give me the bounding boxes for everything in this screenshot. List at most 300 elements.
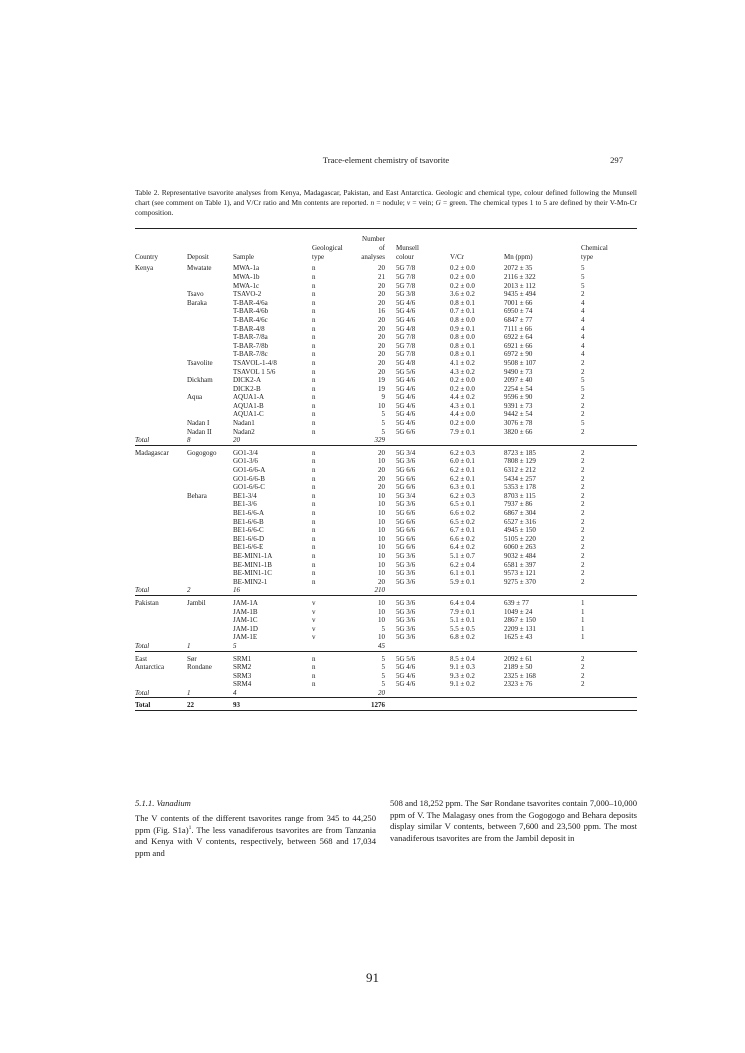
cell-country: Antarctica bbox=[135, 663, 165, 672]
caption-g-symbol: G bbox=[435, 197, 441, 207]
cell-country: Madagascar bbox=[135, 448, 169, 457]
body-text-right-column: 508 and 18,252 ppm. The Sør Rondane tsavorites contain 7,000–10,000 ppm of V. The Malagasy ones from the Gogogogo and Behara deposits display similar V contents, between 7,600 and 23,500 ppm. The most vanadiferous tsavorites are from the Jambil deposit in bbox=[390, 798, 637, 843]
cell-deposit bbox=[187, 483, 233, 492]
cell-mn-ppm: 7001 ± 66 bbox=[504, 298, 533, 307]
cell-sample: BE1-3/6 bbox=[233, 500, 257, 509]
cell-sample: 16 bbox=[233, 586, 240, 595]
cell-number-of-analyses: 19 bbox=[378, 384, 385, 393]
cell-sample: T-BAR-7/8c bbox=[233, 350, 268, 359]
cell-geological-type bbox=[312, 698, 358, 711]
cell-v-cr bbox=[448, 689, 500, 698]
table-row bbox=[135, 393, 637, 402]
cell-deposit: 1 bbox=[187, 688, 191, 697]
cell-number-of-analyses: 20 bbox=[378, 350, 385, 359]
cell-sample: MWA-1a bbox=[233, 264, 260, 273]
cell-v-cr: 9.3 ± 0.2 bbox=[450, 671, 475, 680]
cell-country: East bbox=[135, 654, 148, 663]
cell-munsell-colour: 5G 3/6 bbox=[396, 500, 416, 509]
cell-country bbox=[135, 680, 187, 689]
cell-geological-type: n bbox=[312, 333, 316, 342]
cell-munsell-colour: 5G 3/6 bbox=[396, 598, 416, 607]
cell-deposit: Gogogogo bbox=[187, 448, 217, 457]
table-row bbox=[135, 282, 637, 291]
cell-mn-ppm: 5353 ± 178 bbox=[504, 483, 536, 492]
cell-chemical-type: 2 bbox=[581, 526, 585, 535]
cell-munsell-colour: 5G 3/8 bbox=[396, 290, 416, 299]
cell-v-cr: 6.4 ± 0.4 bbox=[450, 598, 475, 607]
cell-v-cr: 4.1 ± 0.2 bbox=[450, 358, 475, 367]
cell-number-of-analyses: 20 bbox=[378, 358, 385, 367]
cell-deposit bbox=[187, 672, 233, 681]
cell-country bbox=[135, 535, 187, 544]
cell-munsell-colour: 5G 3/6 bbox=[396, 624, 416, 633]
table-row bbox=[135, 350, 637, 359]
cell-deposit bbox=[187, 402, 233, 411]
header-geo-line-1: Geological bbox=[312, 243, 343, 252]
table-row bbox=[135, 651, 637, 663]
cell-number-of-analyses: 9 bbox=[381, 393, 385, 402]
cell-country bbox=[135, 350, 187, 359]
cell-v-cr: 6.2 ± 0.4 bbox=[450, 560, 475, 569]
data-table-container bbox=[135, 228, 637, 711]
cell-geological-type: n bbox=[312, 560, 316, 569]
cell-sample: T-BAR-4/6a bbox=[233, 298, 268, 307]
cell-deposit bbox=[187, 526, 233, 535]
cell-munsell-colour: 5G 4/6 bbox=[396, 401, 416, 410]
cell-country bbox=[135, 299, 187, 308]
cell-geological-type: n bbox=[312, 384, 316, 393]
cell-munsell-colour: 5G 6/6 bbox=[396, 474, 416, 483]
cell-deposit bbox=[187, 273, 233, 282]
header-geological-type bbox=[312, 229, 358, 264]
cell-country: Total bbox=[135, 701, 151, 710]
cell-deposit bbox=[187, 282, 233, 291]
cell-v-cr: 0.8 ± 0.1 bbox=[450, 298, 475, 307]
cell-geological-type bbox=[312, 642, 358, 651]
cell-sample: BE-MIN1-1C bbox=[233, 569, 272, 578]
cell-sample: JAM-1C bbox=[233, 616, 258, 625]
cell-v-cr: 4.4 ± 0.0 bbox=[450, 410, 475, 419]
table-body bbox=[135, 264, 637, 710]
table-row bbox=[135, 410, 637, 419]
table-row bbox=[135, 680, 637, 689]
cell-chemical-type: 1 bbox=[581, 607, 585, 616]
table-row bbox=[135, 663, 637, 672]
cell-chemical-type: 4 bbox=[581, 341, 585, 350]
cell-geological-type: n bbox=[312, 307, 316, 316]
cell-geological-type: n bbox=[312, 457, 316, 466]
cell-deposit: Rondane bbox=[187, 663, 212, 672]
cell-munsell-colour: 5G 5/6 bbox=[396, 654, 416, 663]
cell-munsell-colour: 5G 3/6 bbox=[396, 616, 416, 625]
cell-mn-ppm: 2189 ± 50 bbox=[504, 663, 533, 672]
cell-mn-ppm: 4945 ± 150 bbox=[504, 526, 536, 535]
cell-v-cr bbox=[448, 436, 500, 445]
cell-munsell-colour: 5G 4/6 bbox=[396, 384, 416, 393]
cell-geological-type: n bbox=[312, 680, 316, 689]
cell-v-cr bbox=[448, 698, 500, 711]
cell-number-of-analyses: 20 bbox=[378, 474, 385, 483]
cell-v-cr: 6.4 ± 0.2 bbox=[450, 543, 475, 552]
cell-sample: JAM-1B bbox=[233, 607, 258, 616]
cell-number-of-analyses: 329 bbox=[374, 436, 385, 445]
cell-geological-type: v bbox=[312, 633, 316, 642]
cell-mn-ppm: 6867 ± 304 bbox=[504, 509, 536, 518]
table-row bbox=[135, 299, 637, 308]
cell-munsell-colour: 5G 3/6 bbox=[396, 551, 416, 560]
table-row bbox=[135, 264, 637, 273]
table-row bbox=[135, 543, 637, 552]
cell-geological-type: n bbox=[312, 509, 316, 518]
cell-geological-type: n bbox=[312, 663, 316, 672]
cell-sample: TSAVOL-1-4/8 bbox=[233, 358, 277, 367]
cell-mn-ppm: 6972 ± 90 bbox=[504, 350, 533, 359]
cell-v-cr: 5.5 ± 0.5 bbox=[450, 624, 475, 633]
cell-v-cr: 0.2 ± 0.0 bbox=[450, 419, 475, 428]
cell-geological-type: n bbox=[312, 367, 316, 376]
left-paragraph-part-2: . The less vanadiferous tsavorites are from Tanzania and Kenya with V contents, respectively, between 568 and 17,034 ppm and bbox=[135, 824, 376, 858]
cell-mn-ppm: 1049 ± 24 bbox=[504, 607, 533, 616]
cell-munsell-colour: 5G 6/6 bbox=[396, 483, 416, 492]
table-row bbox=[135, 445, 637, 457]
cell-sample: AQUA1-B bbox=[233, 401, 264, 410]
cell-geological-type: n bbox=[312, 290, 316, 299]
cell-sample: 20 bbox=[233, 436, 240, 445]
cell-munsell-colour: 5G 4/6 bbox=[396, 298, 416, 307]
cell-munsell-colour: 5G 4/6 bbox=[396, 671, 416, 680]
cell-munsell-colour: 5G 4/6 bbox=[396, 393, 416, 402]
cell-number-of-analyses: 5 bbox=[381, 663, 385, 672]
cell-deposit bbox=[187, 333, 233, 342]
header-num-line-3: analyses bbox=[361, 252, 385, 261]
cell-geological-type: n bbox=[312, 298, 316, 307]
cell-country bbox=[135, 359, 187, 368]
table-row bbox=[135, 376, 637, 385]
cell-chemical-type: 5 bbox=[581, 272, 585, 281]
cell-country bbox=[135, 509, 187, 518]
cell-number-of-analyses: 10 bbox=[378, 616, 385, 625]
table-row bbox=[135, 368, 637, 377]
cell-geological-type: n bbox=[312, 315, 316, 324]
cell-chemical-type: 2 bbox=[581, 654, 585, 663]
cell-sample: GO1-6/6-B bbox=[233, 474, 265, 483]
cell-deposit: Nadan I bbox=[187, 419, 210, 428]
cell-sample: JAM-1E bbox=[233, 633, 258, 642]
cell-mn-ppm: 7808 ± 129 bbox=[504, 457, 536, 466]
cell-number-of-analyses: 10 bbox=[378, 543, 385, 552]
cell-chemical-type: 5 bbox=[581, 384, 585, 393]
cell-number-of-analyses: 20 bbox=[378, 315, 385, 324]
cell-country bbox=[135, 368, 187, 377]
cell-number-of-analyses: 5 bbox=[381, 680, 385, 689]
cell-sample: BE-MIN1-1B bbox=[233, 560, 272, 569]
cell-mn-ppm: 9490 ± 73 bbox=[504, 367, 533, 376]
cell-country bbox=[135, 543, 187, 552]
table-row bbox=[135, 402, 637, 411]
cell-geological-type: n bbox=[312, 358, 316, 367]
cell-mn-ppm: 9391 ± 73 bbox=[504, 401, 533, 410]
cell-deposit: Dickham bbox=[187, 376, 213, 385]
cell-chemical-type: 4 bbox=[581, 333, 585, 342]
cell-v-cr: 6.1 ± 0.1 bbox=[450, 569, 475, 578]
cell-number-of-analyses: 20 bbox=[378, 333, 385, 342]
header-num-line-1: Number bbox=[362, 235, 385, 243]
cell-geological-type: v bbox=[312, 624, 316, 633]
cell-number-of-analyses: 10 bbox=[378, 509, 385, 518]
cell-mn-ppm: 2325 ± 168 bbox=[504, 671, 536, 680]
cell-chemical-type: 2 bbox=[581, 483, 585, 492]
cell-munsell-colour: 5G 4/6 bbox=[396, 419, 416, 428]
cell-deposit bbox=[187, 680, 233, 689]
cell-number-of-analyses: 20 bbox=[378, 466, 385, 475]
cell-v-cr: 5.9 ± 0.1 bbox=[450, 577, 475, 586]
cell-sample: MWA-1b bbox=[233, 272, 260, 281]
cell-deposit: 22 bbox=[187, 701, 194, 710]
cell-chemical-type: 2 bbox=[581, 367, 585, 376]
table-row bbox=[135, 569, 637, 578]
cell-v-cr: 3.6 ± 0.2 bbox=[450, 290, 475, 299]
cell-deposit: Aqua bbox=[187, 393, 203, 402]
cell-v-cr: 0.2 ± 0.0 bbox=[450, 272, 475, 281]
cell-sample: GO1-6/6-A bbox=[233, 466, 266, 475]
cell-deposit bbox=[187, 410, 233, 419]
table-row bbox=[135, 535, 637, 544]
table-row bbox=[135, 307, 637, 316]
cell-geological-type: n bbox=[312, 281, 316, 290]
cell-number-of-analyses: 45 bbox=[378, 641, 385, 650]
cell-sample: BE1-6/6-C bbox=[233, 526, 264, 535]
table-row bbox=[135, 316, 637, 325]
cell-geological-type: n bbox=[312, 427, 316, 436]
cell-v-cr: 7.9 ± 0.1 bbox=[450, 607, 475, 616]
cell-mn-ppm: 3076 ± 78 bbox=[504, 419, 533, 428]
cell-deposit bbox=[187, 325, 233, 334]
cell-sample: BE1-6/6-D bbox=[233, 534, 265, 543]
table-row bbox=[135, 483, 637, 492]
cell-number-of-analyses: 20 bbox=[378, 577, 385, 586]
cell-mn-ppm bbox=[500, 698, 579, 711]
cell-number-of-analyses: 19 bbox=[378, 376, 385, 385]
cell-munsell-colour: 5G 6/6 bbox=[396, 466, 416, 475]
caption-v-definition: = vein; bbox=[410, 197, 436, 207]
table-row bbox=[135, 625, 637, 634]
cell-mn-ppm: 5434 ± 257 bbox=[504, 474, 536, 483]
cell-mn-ppm: 2072 ± 35 bbox=[504, 264, 533, 273]
table-row bbox=[135, 428, 637, 437]
cell-v-cr: 7.9 ± 0.1 bbox=[450, 427, 475, 436]
cell-country bbox=[135, 342, 187, 351]
header-chemical-type bbox=[579, 229, 637, 264]
cell-country bbox=[135, 518, 187, 527]
header-munsell-colour bbox=[393, 229, 448, 264]
cell-munsell-colour: 5G 3/6 bbox=[396, 633, 416, 642]
table-row bbox=[135, 359, 637, 368]
cell-sample: 93 bbox=[233, 701, 240, 710]
table-row-subtotal bbox=[135, 689, 637, 698]
cell-mn-ppm: 2097 ± 40 bbox=[504, 376, 533, 385]
section-heading: 5.1.1. Vanadium bbox=[135, 798, 191, 808]
cell-munsell-colour: 5G 4/6 bbox=[396, 315, 416, 324]
cell-deposit: Baraka bbox=[187, 298, 207, 307]
header-mun-line-1: Munsell bbox=[396, 243, 419, 252]
cell-deposit bbox=[187, 500, 233, 509]
cell-geological-type: v bbox=[312, 598, 316, 607]
cell-sample: SRM4 bbox=[233, 680, 252, 689]
cell-sample: BE1-6/6-B bbox=[233, 517, 264, 526]
table-row bbox=[135, 325, 637, 334]
cell-number-of-analyses: 10 bbox=[378, 560, 385, 569]
cell-sample: Nadan1 bbox=[233, 419, 255, 428]
cell-v-cr: 6.2 ± 0.1 bbox=[450, 474, 475, 483]
cell-country: Total bbox=[135, 688, 150, 697]
cell-mn-ppm: 2209 ± 131 bbox=[504, 624, 536, 633]
cell-number-of-analyses: 20 bbox=[378, 264, 385, 273]
cell-v-cr: 6.2 ± 0.3 bbox=[450, 448, 475, 457]
table-row bbox=[135, 466, 637, 475]
cell-mn-ppm: 9442 ± 54 bbox=[504, 410, 533, 419]
cell-sample: GO1-3/4 bbox=[233, 448, 258, 457]
cell-number-of-analyses: 10 bbox=[378, 526, 385, 535]
cell-number-of-analyses: 20 bbox=[378, 483, 385, 492]
cell-mn-ppm: 9435 ± 494 bbox=[504, 290, 536, 299]
cell-sample: JAM-1A bbox=[233, 598, 258, 607]
cell-sample: TSAVOL 1 5/6 bbox=[233, 367, 276, 376]
cell-geological-type: n bbox=[312, 324, 316, 333]
table-row bbox=[135, 526, 637, 535]
cell-deposit bbox=[187, 368, 233, 377]
cell-deposit bbox=[187, 316, 233, 325]
cell-number-of-analyses: 10 bbox=[378, 633, 385, 642]
cell-country: Kenya bbox=[135, 264, 154, 273]
cell-v-cr: 0.7 ± 0.1 bbox=[450, 307, 475, 316]
cell-munsell-colour: 5G 5/6 bbox=[396, 367, 416, 376]
cell-v-cr: 6.2 ± 0.3 bbox=[450, 491, 475, 500]
cell-v-cr: 6.8 ± 0.2 bbox=[450, 633, 475, 642]
cell-deposit bbox=[187, 578, 233, 587]
cell-country bbox=[135, 492, 187, 501]
table-row bbox=[135, 595, 637, 607]
header-num-line-2: of bbox=[379, 243, 385, 252]
cell-munsell-colour: 5G 4/6 bbox=[396, 307, 416, 316]
cell-v-cr: 9.1 ± 0.2 bbox=[450, 680, 475, 689]
cell-chemical-type: 5 bbox=[581, 264, 585, 273]
cell-mn-ppm: 2254 ± 54 bbox=[504, 384, 533, 393]
table-row bbox=[135, 518, 637, 527]
cell-geological-type: n bbox=[312, 526, 316, 535]
cell-deposit bbox=[187, 561, 233, 570]
cell-chemical-type: 2 bbox=[581, 427, 585, 436]
cell-sample: T-BAR-7/8a bbox=[233, 333, 268, 342]
left-paragraph-part-1: The V contents of the different tsavorites range from 345 to 44,250 ppm (Fig. S1a) bbox=[135, 813, 376, 835]
cell-mn-ppm: 6922 ± 64 bbox=[504, 333, 533, 342]
cell-country bbox=[135, 410, 187, 419]
cell-sample: SRM3 bbox=[233, 671, 252, 680]
cell-mn-ppm: 6581 ± 397 bbox=[504, 560, 536, 569]
cell-v-cr bbox=[448, 642, 500, 651]
cell-deposit: Tsavo bbox=[187, 290, 204, 299]
cell-sample: 4 bbox=[233, 688, 237, 697]
cell-geological-type: n bbox=[312, 500, 316, 509]
cell-sample: T-BAR-7/8b bbox=[233, 341, 269, 350]
cell-chemical-type: 2 bbox=[581, 517, 585, 526]
cell-country bbox=[135, 316, 187, 325]
cell-chemical-type: 2 bbox=[581, 474, 585, 483]
cell-v-cr: 0.2 ± 0.0 bbox=[450, 376, 475, 385]
cell-geological-type: n bbox=[312, 671, 316, 680]
header-deposit: Deposit bbox=[187, 252, 209, 261]
cell-mn-ppm: 6527 ± 316 bbox=[504, 517, 536, 526]
cell-geological-type: n bbox=[312, 534, 316, 543]
cell-sample: AQUA1-C bbox=[233, 410, 264, 419]
table-row bbox=[135, 616, 637, 625]
cell-chemical-type: 2 bbox=[581, 290, 585, 299]
cell-munsell-colour bbox=[393, 642, 448, 651]
cell-mn-ppm: 9508 ± 107 bbox=[504, 358, 536, 367]
cell-chemical-type: 5 bbox=[581, 281, 585, 290]
cell-number-of-analyses: 20 bbox=[378, 688, 385, 697]
cell-geological-type: n bbox=[312, 350, 316, 359]
cell-number-of-analyses: 10 bbox=[378, 500, 385, 509]
cell-number-of-analyses: 5 bbox=[381, 654, 385, 663]
cell-mn-ppm: 9275 ± 370 bbox=[504, 577, 536, 586]
caption-n-symbol: n bbox=[370, 197, 375, 207]
cell-v-cr: 5.1 ± 0.7 bbox=[450, 551, 475, 560]
cell-country bbox=[135, 466, 187, 475]
cell-number-of-analyses: 5 bbox=[381, 427, 385, 436]
cell-country bbox=[135, 376, 187, 385]
cell-country bbox=[135, 616, 187, 625]
cell-geological-type: n bbox=[312, 466, 316, 475]
cell-country bbox=[135, 282, 187, 291]
cell-munsell-colour: 5G 3/6 bbox=[396, 457, 416, 466]
cell-mn-ppm: 2323 ± 76 bbox=[504, 680, 533, 689]
cell-deposit bbox=[187, 625, 233, 634]
cell-mn-ppm: 2116 ± 322 bbox=[504, 272, 536, 281]
cell-chemical-type: 2 bbox=[581, 560, 585, 569]
cell-number-of-analyses: 5 bbox=[381, 671, 385, 680]
cell-v-cr: 6.2 ± 0.1 bbox=[450, 466, 475, 475]
cell-number-of-analyses: 5 bbox=[381, 410, 385, 419]
cell-mn-ppm bbox=[500, 436, 579, 445]
cell-deposit bbox=[187, 535, 233, 544]
table-row bbox=[135, 385, 637, 394]
cell-mn-ppm: 3820 ± 66 bbox=[504, 427, 533, 436]
cell-country bbox=[135, 325, 187, 334]
cell-chemical-type: 4 bbox=[581, 298, 585, 307]
cell-deposit bbox=[187, 350, 233, 359]
cell-country bbox=[135, 561, 187, 570]
cell-country bbox=[135, 290, 187, 299]
cell-munsell-colour: 5G 3/4 bbox=[396, 448, 416, 457]
cell-country bbox=[135, 578, 187, 587]
tsavorite-analyses-table bbox=[135, 229, 637, 711]
cell-v-cr: 6.6 ± 0.2 bbox=[450, 509, 475, 518]
cell-country: Total bbox=[135, 586, 150, 595]
cell-sample: DICK2-A bbox=[233, 376, 261, 385]
cell-munsell-colour: 5G 6/6 bbox=[396, 543, 416, 552]
cell-geological-type: n bbox=[312, 551, 316, 560]
cell-number-of-analyses: 10 bbox=[378, 569, 385, 578]
cell-mn-ppm: 9032 ± 484 bbox=[504, 551, 536, 560]
table-row bbox=[135, 290, 637, 299]
cell-chemical-type bbox=[579, 698, 637, 711]
cell-munsell-colour: 5G 7/8 bbox=[396, 272, 416, 281]
cell-munsell-colour: 5G 7/8 bbox=[396, 281, 416, 290]
cell-chemical-type: 1 bbox=[581, 624, 585, 633]
cell-chemical-type: 2 bbox=[581, 491, 585, 500]
cell-chemical-type: 2 bbox=[581, 534, 585, 543]
cell-mn-ppm: 2092 ± 61 bbox=[504, 654, 533, 663]
